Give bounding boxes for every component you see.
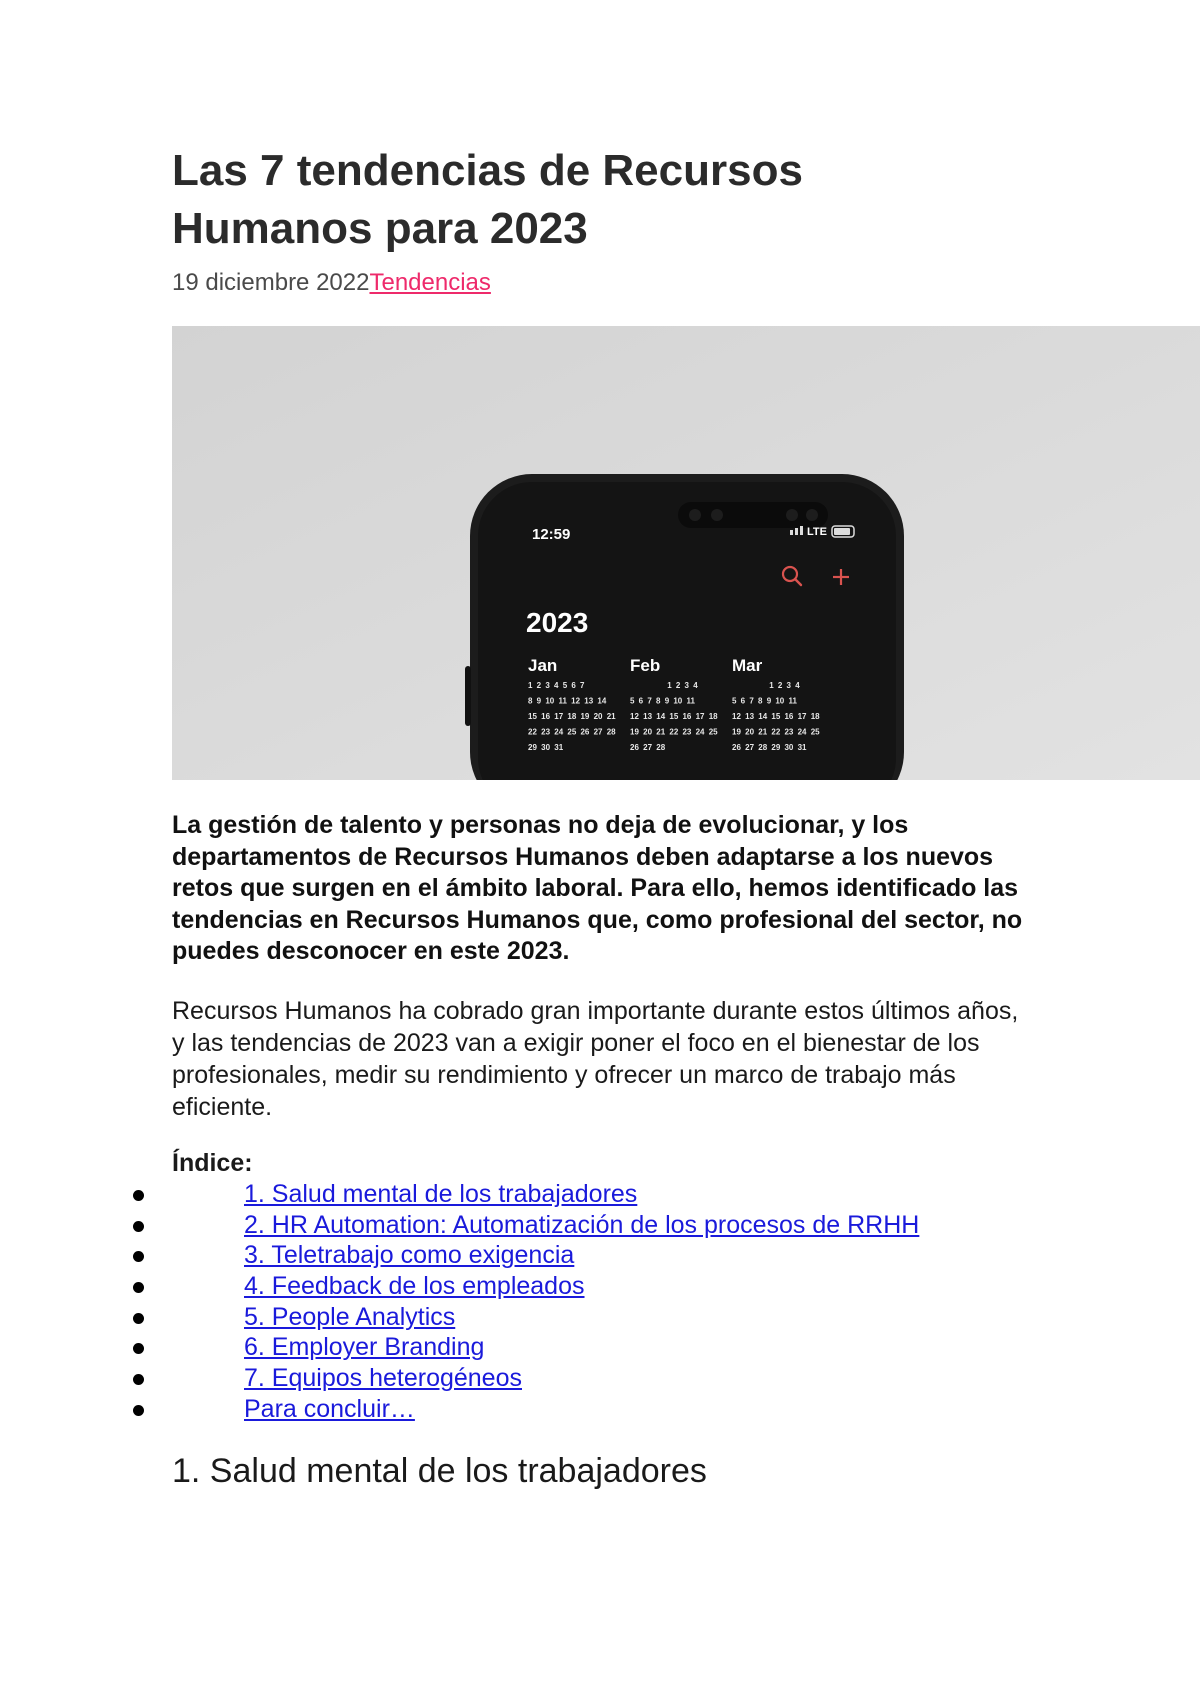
phone xyxy=(465,474,904,780)
lead-paragraph: La gestión de talento y personas no deja de evolucionar, y los departamentos de Recursos Humanos deben adaptarse a los nuevos retos que surgen en el ámbito laboral. Para ello, hemos identificado las tendencias en Recursos Humanos que, como profesional del sector, no puedes desconocer en este 2023. xyxy=(172,811,1023,965)
hero-image xyxy=(172,326,1200,780)
toc-link-4[interactable]: 4. Feedback de los empleados xyxy=(244,1272,585,1301)
page-title: Las 7 tendencias de Recursos Humanos para 2023 xyxy=(172,146,803,253)
calendar-week-row: 26 27 28 29 30 31 xyxy=(732,743,807,752)
category-link[interactable]: Tendencias xyxy=(369,269,491,296)
calendar-week-row: 12 13 14 15 16 17 18 xyxy=(732,712,820,721)
bullet-icon xyxy=(133,1221,144,1232)
toc-item xyxy=(0,1363,1100,1394)
calendar-week-row: 5 6 7 8 9 10 11 xyxy=(732,696,797,706)
toc-link-5[interactable]: 5. People Analytics xyxy=(244,1302,456,1331)
calendar-week-row: 19 20 21 22 23 24 25 xyxy=(732,727,820,737)
toc-link-6[interactable]: 6. Employer Branding xyxy=(244,1333,485,1362)
calendar-week-row: 5 6 7 8 9 10 11 xyxy=(630,696,695,706)
calendar-week-row: 8 9 10 11 12 13 14 xyxy=(528,696,607,706)
bullet-icon xyxy=(133,1190,144,1201)
publish-date: 19 diciembre 2022 xyxy=(172,269,370,296)
toc-item xyxy=(0,1332,1100,1363)
calendar-week-row: 22 23 24 25 26 27 28 xyxy=(528,727,616,737)
calendar-week-row: 15 16 17 18 19 20 21 xyxy=(528,712,616,721)
bullet-icon xyxy=(133,1374,144,1385)
calendar-week-row: 1 2 3 4 xyxy=(769,681,800,690)
toc-item xyxy=(0,1179,1100,1210)
calendar-year: 2023 xyxy=(526,607,589,638)
calendar-week-row: 19 20 21 22 23 24 25 xyxy=(630,727,718,737)
bullet-icon xyxy=(133,1313,144,1324)
toc-item xyxy=(0,1210,1100,1241)
toc-link-1[interactable]: 1. Salud mental de los trabajadores xyxy=(244,1180,638,1208)
toc-link-conclusion[interactable]: Para concluir… xyxy=(244,1394,415,1423)
phone-network: LTE xyxy=(807,526,827,538)
toc-item xyxy=(0,1394,1100,1425)
calendar-week-row: 1 2 3 4 5 6 7 xyxy=(528,681,585,690)
section-heading: 1. Salud mental de los trabajadores xyxy=(172,1452,707,1490)
toc-link-7[interactable]: 7. Equipos heterogéneos xyxy=(244,1364,522,1393)
toc-item xyxy=(0,1271,1100,1302)
bullet-icon xyxy=(133,1405,144,1416)
phone-time: 12:59 xyxy=(532,526,571,543)
calendar-month-mar: Mar xyxy=(732,656,763,675)
bullet-icon xyxy=(133,1343,144,1354)
bullet-icon xyxy=(133,1251,144,1262)
calendar-week-row: 26 27 28 xyxy=(630,743,666,752)
bullet-icon xyxy=(133,1282,144,1293)
calendar-week-row: 1 2 3 4 xyxy=(667,681,698,690)
intro-paragraph: Recursos Humanos ha cobrado gran importante durante estos últimos años, y las tendencias de 2023 van a exigir poner el foco en el bienestar de los profesionales, medir su rendimiento y ofrecer un marco de trabajo más eficiente. xyxy=(172,997,1019,1121)
toc-title: Índice: xyxy=(172,1149,253,1177)
calendar-month-jan: Jan xyxy=(528,656,558,675)
table-of-contents xyxy=(0,1179,1100,1425)
toc-link-2[interactable]: 2. HR Automation: Automatización de los procesos de RRHH xyxy=(244,1210,920,1239)
calendar-month-feb: Feb xyxy=(630,656,661,675)
toc-link-3[interactable]: 3. Teletrabajo como exigencia xyxy=(244,1241,575,1270)
calendar-week-row: 12 13 14 15 16 17 18 xyxy=(630,712,718,721)
toc-item xyxy=(0,1302,1100,1333)
article-meta xyxy=(172,268,491,298)
calendar-week-row: 29 30 31 xyxy=(528,743,564,752)
toc-item xyxy=(0,1240,1100,1271)
